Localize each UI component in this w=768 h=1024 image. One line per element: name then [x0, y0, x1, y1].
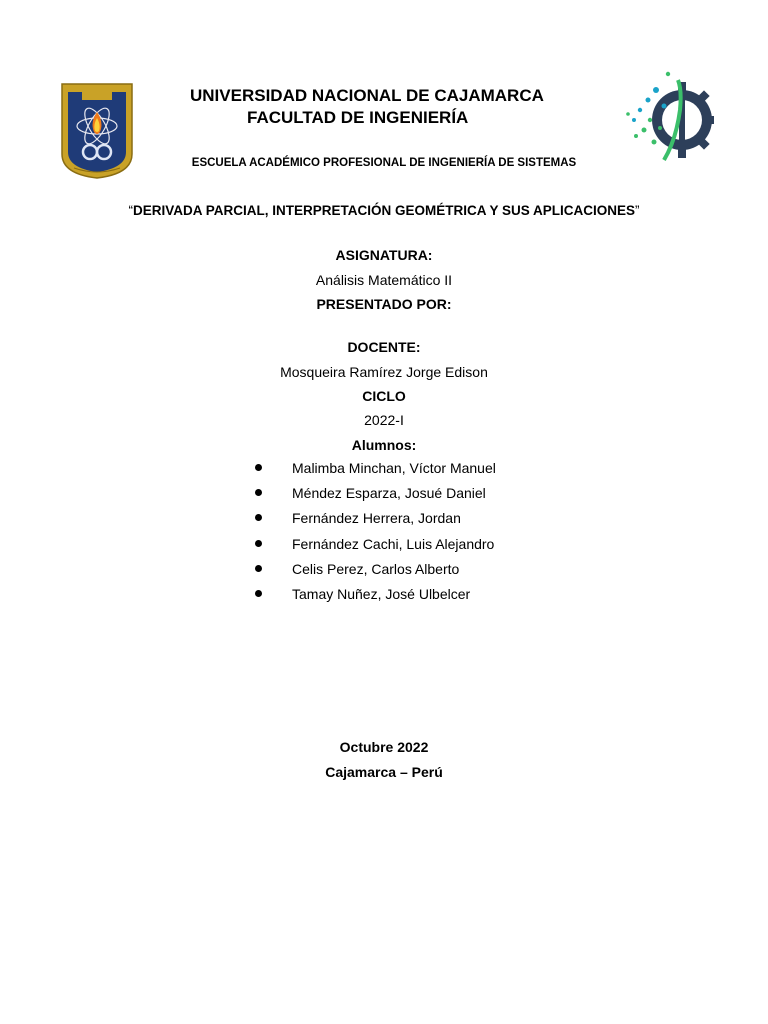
student-name: Tamay Nuñez, José Ulbelcer	[292, 585, 471, 602]
presented-by-label: PRESENTADO POR:	[316, 296, 452, 312]
title-text: DERIVADA PARCIAL, INTERPRETACIÓN GEOMÉTRICA Y SUS APLICACIONES	[132, 203, 636, 218]
bullet-icon	[255, 514, 262, 521]
student-name: Méndez Esparza, Josué Daniel	[292, 485, 486, 502]
title-close-quote: ”	[635, 203, 640, 218]
document-title	[0, 203, 768, 218]
faculty-name: FACULTAD DE INGENIERÍA	[247, 108, 469, 127]
student-name: Fernández Herrera, Jordan	[292, 510, 461, 527]
teacher-value: Mosqueira Ramírez Jorge Edison	[280, 364, 488, 380]
bullet-icon	[255, 464, 262, 471]
title-open-quote: “	[128, 203, 133, 218]
bullet-icon	[255, 565, 262, 572]
students-label: Alumnos:	[351, 437, 417, 453]
teacher-label: DOCENTE:	[347, 339, 421, 355]
course-value: Análisis Matemático II	[315, 272, 453, 288]
university-name: UNIVERSIDAD NACIONAL DE CAJAMARCA	[190, 86, 544, 105]
cycle-label: CICLO	[362, 388, 406, 404]
student-name: Fernández Cachi, Luis Alejandro	[292, 535, 495, 552]
bullet-icon	[255, 489, 262, 496]
course-label: ASIGNATURA:	[335, 247, 433, 263]
footer-date: Octubre 2022	[339, 739, 429, 755]
student-name: Malimba Minchan, Víctor Manuel	[292, 460, 496, 476]
school-name: ESCUELA ACADÉMICO PROFESIONAL DE INGENIERÍA DE SISTEMAS	[191, 157, 577, 169]
bullet-icon	[255, 540, 262, 547]
cycle-value: 2022-I	[364, 412, 404, 428]
bullet-icon	[255, 590, 262, 597]
student-name: Celis Perez, Carlos Alberto	[292, 560, 460, 577]
engineering-gear-icon	[620, 70, 716, 170]
footer-place: Cajamarca – Perú	[325, 764, 443, 780]
